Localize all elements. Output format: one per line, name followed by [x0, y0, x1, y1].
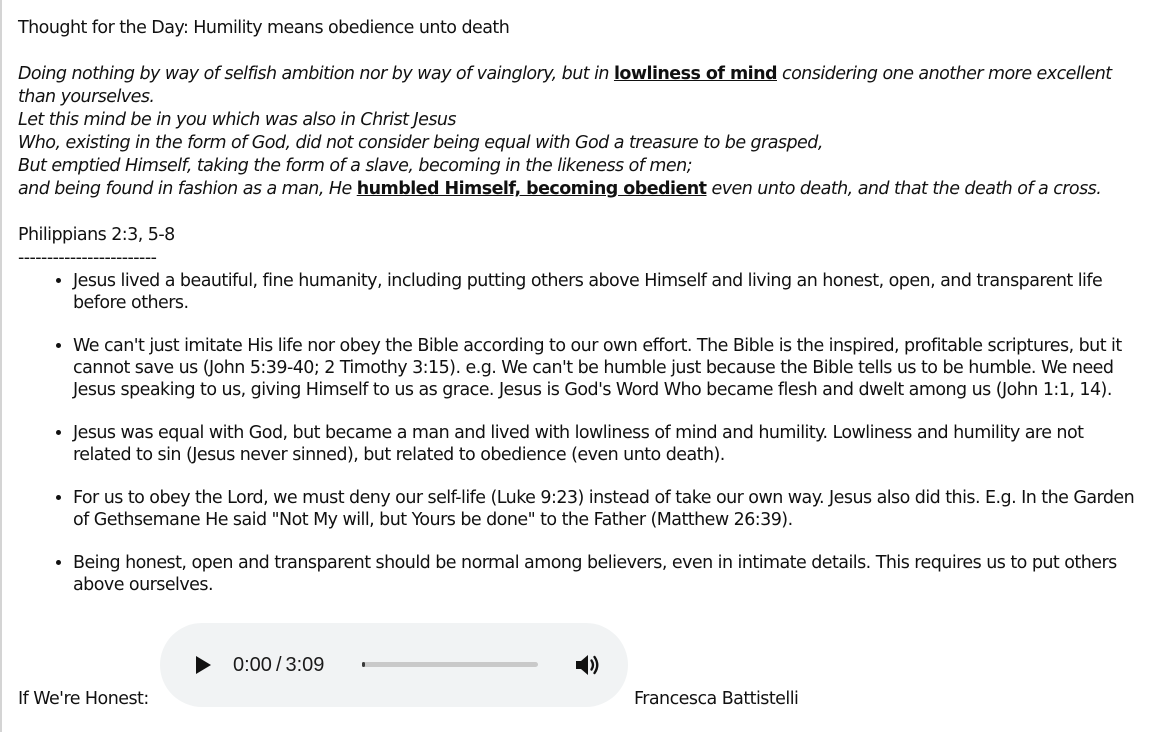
verse-line-1: [18, 63, 1143, 109]
verse-line-2: Let this mind be in you which was also in Christ Jesus: [18, 110, 456, 130]
verse-text: Doing nothing by way of selfish ambition nor by way of vainglory, but in: [18, 64, 614, 84]
verse-text: and being found in fashion as a man, He: [18, 179, 357, 199]
seek-slider[interactable]: [362, 662, 538, 667]
verse-text: even unto death, and that the death of a cross.: [706, 179, 1102, 199]
list-item: • Jesus was equal with God, but became a man and lived with lowliness of mind and humility. Lowliness and humility are not related to sin (Jesus never sinned), but related to obedience (even unto death).: [73, 422, 1143, 466]
time-display: [233, 652, 324, 678]
scripture-reference: Philippians 2:3, 5-8: [18, 225, 175, 245]
verse-line-3: Who, existing in the form of God, did not consider being equal with God a treasure to be grasped,: [18, 133, 823, 153]
volume-button[interactable]: [574, 652, 602, 678]
audio-player[interactable]: [160, 623, 628, 707]
list-item: • For us to obey the Lord, we must deny our self-life (Luke 9:23) instead of take our own way. Jesus also did this. E.g. In the Garden of Gethsemane He said "Not My will, but Yours be done" to the Father (Matthew 26:39).: [73, 487, 1143, 531]
page-title: Thought for the Day: Humility means obedience unto death: [18, 18, 510, 38]
key-points-list: [18, 270, 1143, 596]
list-item: • Being honest, open and transparent should be normal among believers, even in intimate details. This requires us to put others above ourselves.: [73, 552, 1143, 596]
seek-progress: [362, 662, 365, 667]
divider-line: ------------------------: [18, 248, 157, 268]
play-button[interactable]: [190, 653, 214, 677]
song-artist: Francesca Battistelli: [634, 689, 799, 709]
list-item: • We can't just imitate His life nor obey the Bible according to our own effort. The Bible is the inspired, profitable scriptures, but it cannot save us (John 5:39-40; 2 Timothy 3:15). e.g. We can't be humble just because the Bible tells us to be humble. We need Jesus speaking to us, giving Himself to us as grace. Jesus is God's Word Who became flesh and dwelt among us (John 1:1, 14).: [73, 335, 1143, 401]
song-title-label: If We're Honest:: [18, 689, 149, 709]
scripture-quote: [18, 63, 1143, 201]
verse-text: considering one another more excellent than yourselves.: [18, 64, 1112, 107]
lowliness-of-mind-link[interactable]: lowliness of mind: [613, 64, 777, 84]
devotional-content: [18, 17, 1143, 617]
song-row: [18, 623, 1118, 709]
left-frame-border: [0, 0, 2, 732]
play-icon: [190, 653, 214, 677]
volume-icon: [574, 652, 602, 678]
verse-line-4: But emptied Himself, taking the form of a slave, becoming in the likeness of men;: [18, 156, 693, 176]
verse-line-5: [18, 178, 1143, 201]
time-separator: /: [275, 654, 282, 676]
duration: 3:09: [285, 654, 325, 676]
humbled-himself-link[interactable]: humbled Himself, becoming obedient: [356, 179, 707, 199]
list-item: • Jesus lived a beautiful, fine humanity, including putting others above Himself and living an honest, open, and transparent life before others.: [73, 270, 1143, 314]
current-time: 0:00: [233, 654, 272, 676]
